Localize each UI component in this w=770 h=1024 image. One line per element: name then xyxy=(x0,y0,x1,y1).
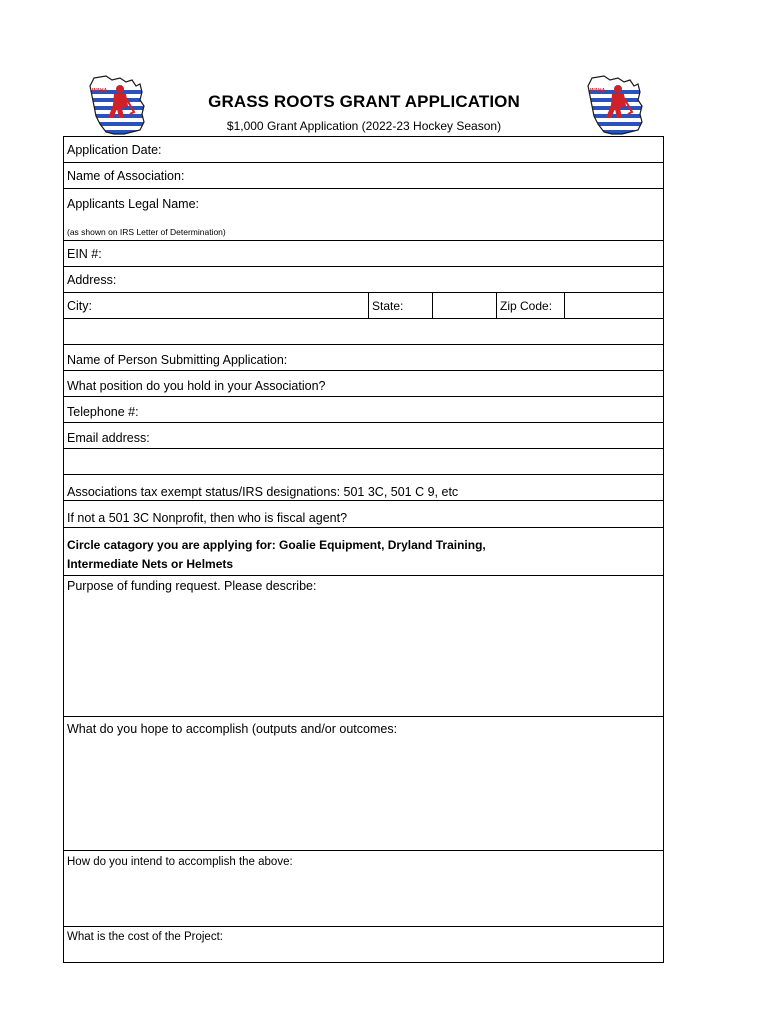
category-field[interactable] xyxy=(64,528,663,576)
cost-field[interactable] xyxy=(64,927,663,962)
intend-field[interactable] xyxy=(64,851,663,927)
blank-row xyxy=(64,319,663,345)
email-label: Email address: xyxy=(67,431,150,445)
fiscal-agent-field[interactable] xyxy=(64,501,663,528)
position-label: What position do you hold in your Association? xyxy=(67,379,326,393)
application-form xyxy=(63,136,664,963)
application-date-label: Application Date: xyxy=(67,143,162,157)
legal-name-field[interactable] xyxy=(64,189,663,241)
state-label: State: xyxy=(372,299,404,313)
purpose-field[interactable] xyxy=(64,576,663,717)
application-date-field[interactable] xyxy=(64,137,663,163)
position-field[interactable] xyxy=(64,371,663,397)
email-field[interactable] xyxy=(64,423,663,449)
hope-field[interactable] xyxy=(64,717,663,851)
page-subtitle: $1,000 Grant Application (2022-23 Hockey Season) xyxy=(226,119,502,133)
tax-status-field[interactable] xyxy=(64,475,663,501)
submitter-name-label: Name of Person Submitting Application: xyxy=(67,353,288,367)
tax-status-label: Associations tax exempt status/IRS designations: 501 3C, 501 C 9, etc xyxy=(67,485,459,499)
zip-input-cell[interactable] xyxy=(564,293,663,318)
city-state-zip-row xyxy=(64,293,663,319)
category-label-line2: Intermediate Nets or Helmets xyxy=(67,557,234,571)
address-field[interactable] xyxy=(64,267,663,293)
ein-label: EIN #: xyxy=(67,247,102,261)
zip-label: Zip Code: xyxy=(500,299,553,313)
hope-label: What do you hope to accomplish (outputs and/or outcomes: xyxy=(67,722,398,736)
blank-row xyxy=(64,449,663,475)
telephone-field[interactable] xyxy=(64,397,663,423)
page-title: GRASS ROOTS GRANT APPLICATION xyxy=(208,92,520,111)
category-label-line1: Circle catagory you are applying for: Goalie Equipment, Dryland Training, xyxy=(67,538,486,552)
logo-text: WAHA xyxy=(92,88,108,94)
purpose-label: Purpose of funding request. Please describe: xyxy=(67,579,317,593)
address-label: Address: xyxy=(67,273,117,287)
association-name-field[interactable] xyxy=(64,163,663,189)
state-input-cell[interactable] xyxy=(432,293,496,318)
legal-name-label: Applicants Legal Name: xyxy=(67,197,200,211)
fiscal-agent-label: If not a 501 3C Nonprofit, then who is fiscal agent? xyxy=(67,511,348,525)
city-label: City: xyxy=(67,299,92,313)
submitter-name-field[interactable] xyxy=(64,345,663,371)
zip-label-cell xyxy=(496,293,564,318)
intend-label: How do you intend to accomplish the above: xyxy=(67,856,293,868)
association-name-label: Name of Association: xyxy=(67,169,185,183)
telephone-label: Telephone #: xyxy=(67,405,139,419)
legal-name-note: (as shown on IRS Letter of Determination) xyxy=(67,227,226,237)
ein-field[interactable] xyxy=(64,241,663,267)
state-label-cell xyxy=(368,293,432,318)
cost-label: What is the cost of the Project: xyxy=(67,931,223,943)
logo-text: WAHA xyxy=(590,88,606,94)
